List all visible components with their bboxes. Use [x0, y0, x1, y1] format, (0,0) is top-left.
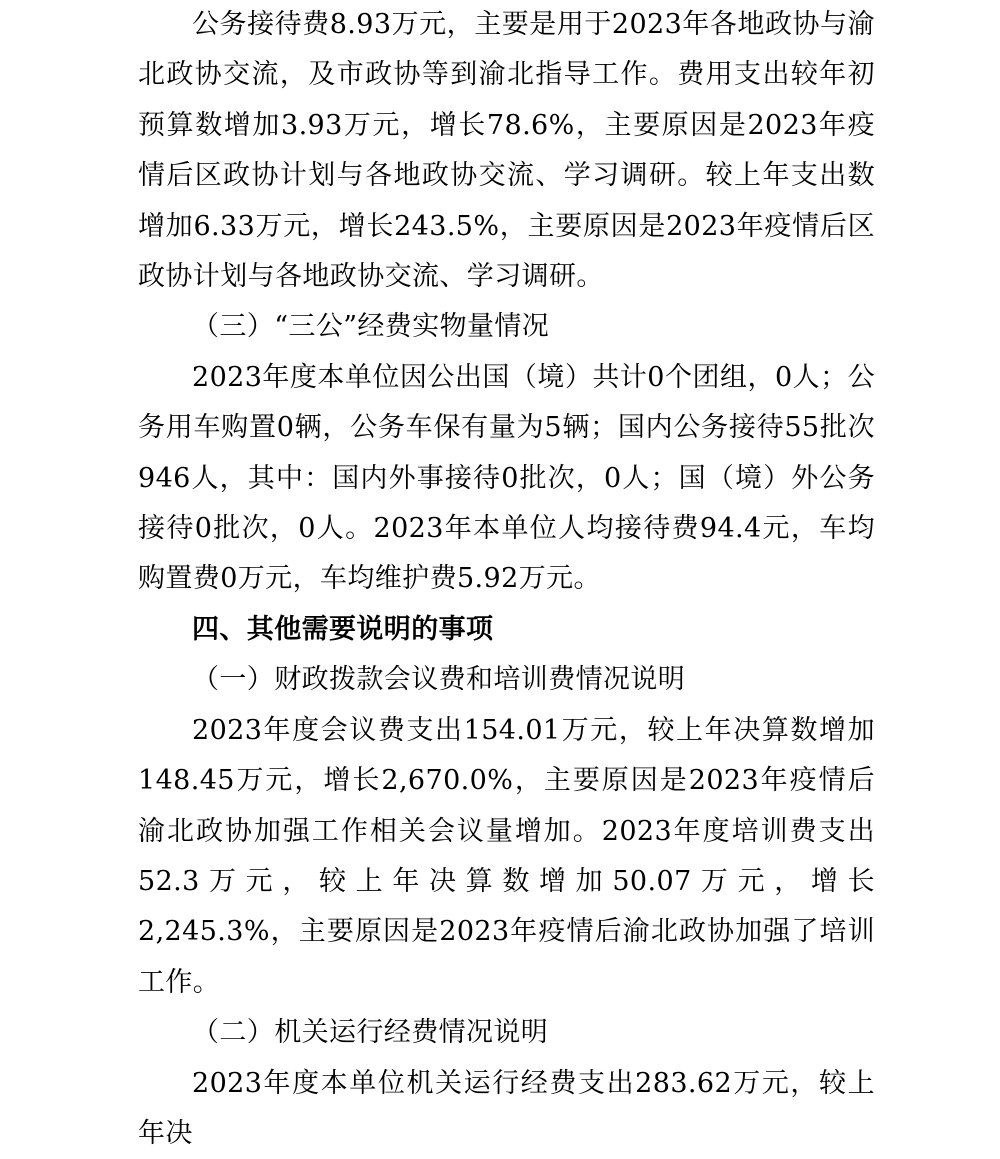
- paragraph-meeting-training: 2023年度会议费支出154.01万元，较上年决算数增加148.45万元，增长2,670.0%，主要原因是2023年疫情后渝北政协加强工作相关会议量增加。2023年度培训费支出52.3万元，较上年决算数增加50.07万元，增长2,245.3%，主要原因是2023年疫情后渝北政协加强了培训工作。: [138, 714, 875, 998]
- subheading-operating-funds: （二）机关运行经费情况说明: [192, 1017, 549, 1049]
- subheading-three-public-quantity: （三）“三公”经费实物量情况: [192, 311, 550, 343]
- paragraph-reception-expense: 公务接待费8.93万元，主要是用于2023年各地政协与渝北政协交流，及市政协等到渝北指导工作。费用支出较年初预算数增加3.93万元，增长78.6%，主要原因是2023年疫情后区政协计划与各地政协交流、学习调研。较上年支出数增加6.33万元，增长243.5%，主要原因是2023年疫情后区政协计划与各地政协交流、学习调研。: [138, 9, 875, 293]
- subheading-meeting-training: （一）财政拨款会议费和培训费情况说明: [192, 664, 686, 696]
- document-page: [138, 0, 875, 1159]
- paragraph-operating-funds: 2023年度本单位机关运行经费支出283.62万元，较上年决: [138, 1067, 875, 1149]
- section-heading-other-matters: 四、其他需要说明的事项: [192, 613, 494, 645]
- paragraph-three-public-quantity: 2023年度本单位因公出国（境）共计0个团组，0人；公务用车购置0辆，公务车保有量为5辆；国内公务接待55批次946人，其中：国内外事接待0批次，0人；国（境）外公务接待0批次，0人。2023年本单位人均接待费94.4元，车均购置费0万元，车均维护费5.92万元。: [138, 361, 875, 595]
